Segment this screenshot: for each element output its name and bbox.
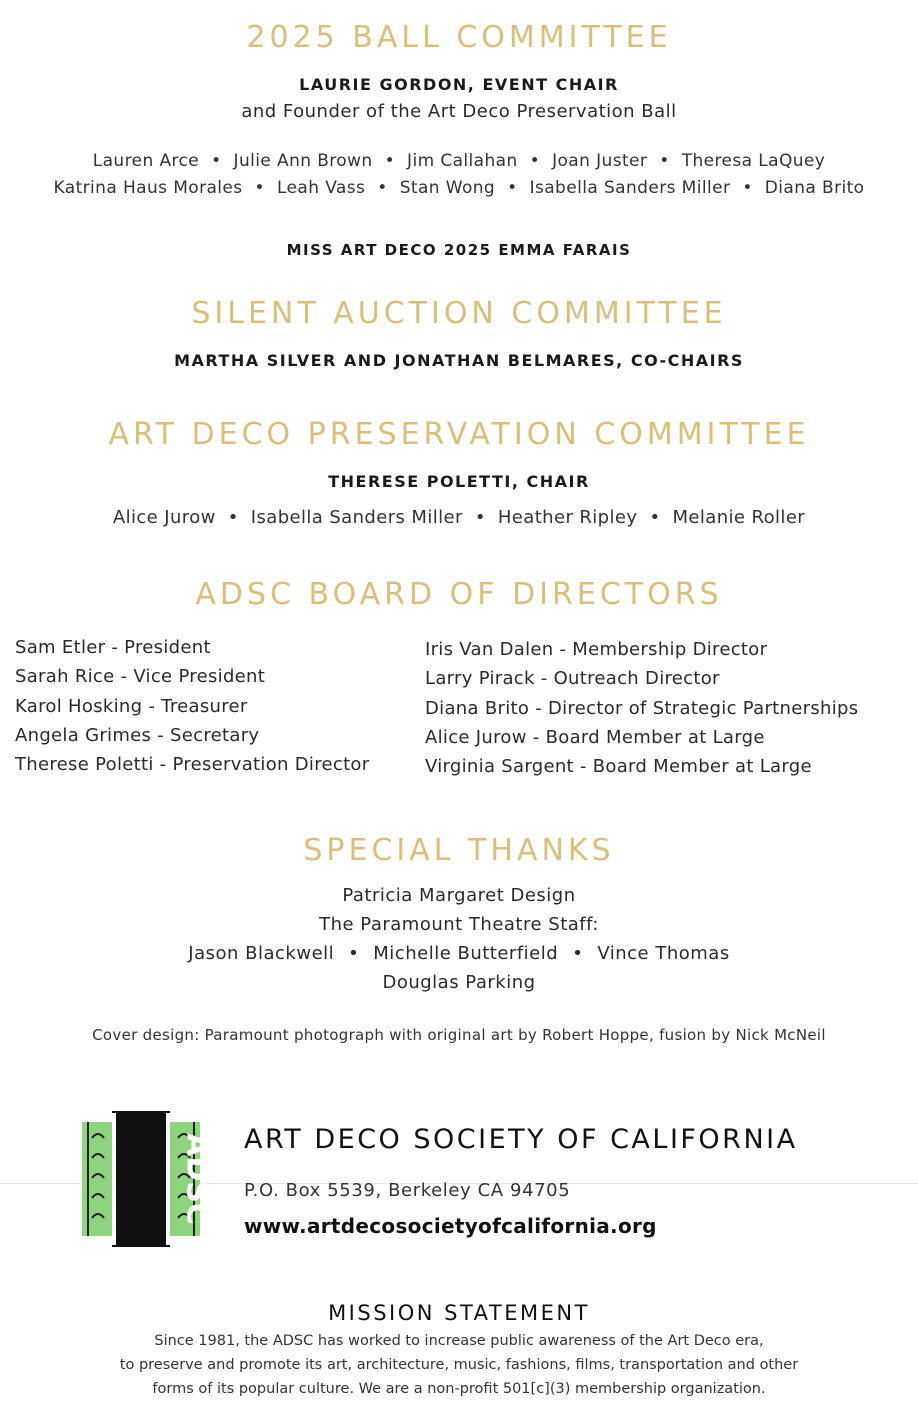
ball-members-row-2 [0, 178, 918, 198]
member-name: Lauren Arce [92, 151, 200, 171]
separator-dot: • [529, 151, 541, 171]
separator-dot: • [659, 151, 670, 171]
member-name: Joan Juster [552, 151, 648, 171]
miss-art-deco: MISS ART DECO 2025 EMMA FARAIS [286, 241, 632, 259]
org-address: P.O. Box 5539, Berkeley CA 94705 [244, 1180, 571, 1201]
special-thanks-heading: SPECIAL THANKS [303, 833, 615, 868]
staff-name: Jason Blackwell [188, 943, 335, 964]
mission-line: Since 1981, the ADSC has worked to increase public awareness of the Art Deco era, [154, 1333, 764, 1349]
member-name: Leah Vass [276, 178, 366, 198]
silent-auction-heading: SILENT AUCTION COMMITTEE [191, 296, 727, 331]
thanks-line: Douglas Parking [382, 972, 536, 993]
board-member: Alice Jurow - Board Member at Large [425, 726, 765, 748]
board-member: Karol Hosking - Treasurer [15, 695, 248, 717]
member-name: Heather Ripley [497, 507, 638, 528]
mission-title: MISSION STATEMENT [328, 1301, 590, 1325]
member-name: Theresa LaQuey [681, 151, 826, 171]
separator-dot: • [474, 507, 486, 528]
board-member: Iris Van Dalen - Membership Director [425, 639, 768, 660]
separator-dot: • [377, 178, 388, 198]
staff-name: Vince Thomas [597, 943, 730, 964]
board-member: Therese Poletti - Preservation Director [15, 754, 370, 776]
board-member: Sam Etler - President [15, 637, 211, 658]
board-list-left [15, 633, 369, 779]
thanks-staff-row [0, 943, 918, 964]
separator-dot: • [649, 507, 661, 528]
staff-name: Michelle Butterfield [373, 943, 559, 964]
member-name: Alice Jurow [112, 507, 216, 528]
mission-line: forms of its popular culture. We are a non-profit 501[c](3) membership organization. [152, 1381, 766, 1397]
board-member: Diana Brito - Director of Strategic Partnerships [425, 697, 859, 719]
preservation-heading: ART DECO PRESERVATION COMMITTEE [108, 417, 810, 452]
member-name: Melanie Roller [672, 507, 806, 528]
separator-dot: • [384, 151, 396, 171]
separator-dot: • [507, 178, 518, 198]
silent-auction-chairs: MARTHA SILVER AND JONATHAN BELMARES, CO-CHAIRS [174, 351, 744, 370]
separator-dot: • [742, 178, 753, 198]
board-heading: ADSC BOARD OF DIRECTORS [195, 577, 723, 612]
separator-dot: • [227, 507, 239, 528]
logo-text: ADSC [179, 1133, 215, 1225]
member-name: Diana Brito [764, 178, 865, 198]
member-name: Jim Callahan [407, 151, 518, 171]
board-member: Sarah Rice - Vice President [15, 666, 266, 688]
member-name: Isabella Sanders Miller [250, 507, 463, 528]
preservation-chair: THERESE POLETTI, CHAIR [328, 472, 590, 491]
board-member: Larry Pirack - Outreach Director [425, 668, 720, 690]
preservation-members [0, 507, 918, 528]
board-list-right [425, 635, 858, 781]
separator-dot: • [254, 178, 265, 198]
adsc-logo [82, 1108, 215, 1250]
separator-dot: • [348, 943, 360, 964]
separator-dot: • [211, 151, 222, 171]
board-member: Angela Grimes - Secretary [15, 724, 260, 746]
ball-committee-heading: 2025 BALL COMMITTEE [246, 20, 672, 55]
mission-line: to preserve and promote its art, architecture, music, fashions, films, transportation and other [119, 1357, 799, 1373]
ball-members-row-1 [0, 151, 918, 171]
org-name: ART DECO SOCIETY OF CALIFORNIA [244, 1124, 798, 1155]
member-name: Julie Ann Brown [233, 151, 373, 171]
thanks-line: Patricia Margaret Design [342, 885, 576, 906]
founder-line: and Founder of the Art Deco Preservation Ball [241, 101, 677, 122]
separator-dot: • [572, 943, 584, 964]
member-name: Stan Wong [399, 178, 496, 198]
cover-credit: Cover design: Paramount photograph with original art by Robert Hoppe, fusion by Nick McNeil [92, 1026, 826, 1044]
member-name: Isabella Sanders Miller [529, 178, 731, 198]
event-chair: LAURIE GORDON, EVENT CHAIR [299, 75, 619, 94]
board-member: Virginia Sargent - Board Member at Large [425, 756, 812, 778]
org-website-link[interactable]: www.artdecosocietyofcalifornia.org [244, 1214, 657, 1238]
member-name: Katrina Haus Morales [53, 178, 243, 198]
thanks-line: The Paramount Theatre Staff: [319, 914, 599, 935]
